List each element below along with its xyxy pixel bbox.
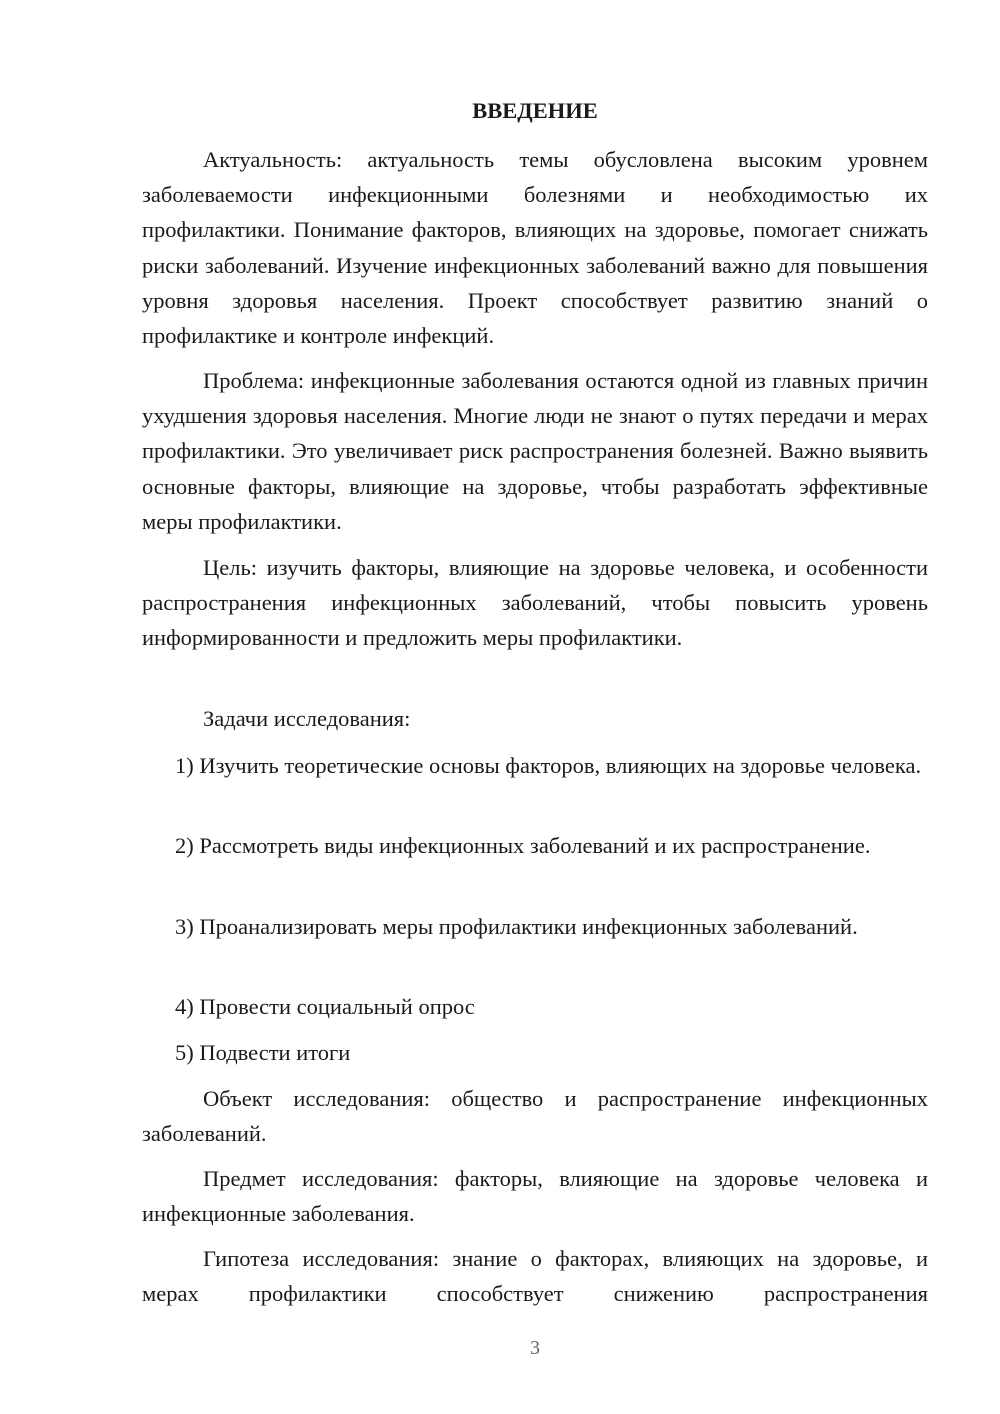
paragraph-relevance: Актуальность: актуальность темы обусловлена высоким уровнем заболеваемости инфекционными болезнями и необходимостью их профилактики. Понимание факторов, влияющих на здоровье, помогает снижать риски заболеваний. Изучение инфекционных заболеваний важно для повышения уровня здоровья населения. Проект способствует развитию знаний о профилактике и контроле инфекций. xyxy=(142,147,928,349)
paragraph-subject: Предмет исследования: факторы, влияющие на здоровье человека и инфекционные заболевания. xyxy=(142,1166,928,1227)
paragraph-object: Объект исследования: общество и распространение инфекционных заболеваний. xyxy=(142,1086,928,1147)
section-title: ВВЕДЕНИЕ xyxy=(472,98,598,123)
page-number: 3 xyxy=(530,1337,540,1359)
tasks-heading: Задачи исследования: xyxy=(203,706,411,731)
task-item-3: 3) Проанализировать меры профилактики инфекционных заболеваний. xyxy=(175,914,858,939)
paragraph-hypothesis: Гипотеза исследования: знание о факторах, влияющих на здоровье, и мерах профилактики способствует снижению распространения xyxy=(142,1246,928,1307)
task-item-2: 2) Рассмотреть виды инфекционных заболеваний и их распространение. xyxy=(175,833,871,858)
paragraph-problem: Проблема: инфекционные заболевания остаются одной из главных причин ухудшения здоровья населения. Многие люди не знают о путях передачи и мерах профилактики. Это увеличивает риск распространения болезней. Важно выявить основные факторы, влияющие на здоровье, чтобы разработать эффективные меры профилактики. xyxy=(142,368,928,534)
task-item-5: 5) Подвести итоги xyxy=(175,1040,351,1065)
paragraph-goal: Цель: изучить факторы, влияющие на здоровье человека, и особенности распространения инфекционных заболеваний, чтобы повысить уровень информированности и предложить меры профилактики. xyxy=(142,555,928,651)
task-item-1: 1) Изучить теоретические основы факторов, влияющих на здоровье человека. xyxy=(175,753,922,778)
task-item-4: 4) Провести социальный опрос xyxy=(175,994,475,1019)
